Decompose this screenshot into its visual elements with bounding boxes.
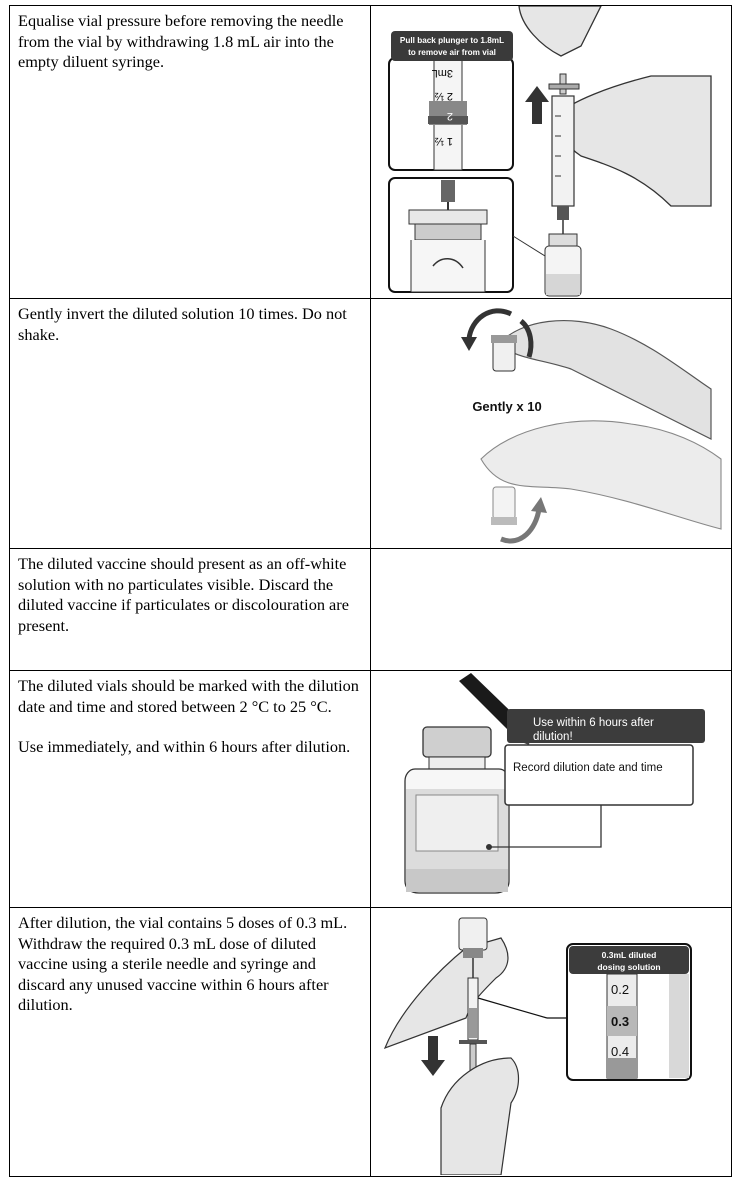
instruction-text: After dilution, the vial contains 5 doses of 0.3 mL. Withdraw the required 0.3 mL dose of diluted vaccine using a sterile needle and syringe and discard any unused vaccine within 6 hours after dilution.: [18, 913, 348, 1014]
table-row: [10, 549, 732, 671]
invert-vial-figure: [371, 299, 730, 547]
table-row: [10, 299, 732, 549]
scale-label: 0.4: [611, 1044, 630, 1059]
vial-icon: [545, 234, 581, 296]
callout-text: dilution!: [533, 731, 573, 743]
figure-cell: [371, 299, 732, 549]
banner-text: dosing solution: [597, 962, 661, 972]
record-text: Record dilution date and time: [513, 762, 663, 774]
scale-label: 1 ½: [434, 135, 453, 147]
rotate-arrow-icon: [469, 311, 511, 339]
vial-icon: [491, 487, 517, 525]
up-arrow-icon: [525, 86, 549, 124]
banner-text: Pull back plunger to 1.8mL: [399, 36, 505, 45]
scale-label: 2 ½: [434, 90, 453, 102]
record-dilution-figure: [371, 671, 730, 906]
vial-icon: [459, 918, 487, 958]
instruction-text: Equalise vial pressure before removing the needle from the vial by withdrawing 1.8 mL air into the empty diluent syringe.: [18, 11, 344, 71]
scale-label: 0.2: [611, 982, 630, 997]
hand-icon: [481, 421, 721, 529]
instruction-cell: [10, 671, 371, 908]
instruction-text: The diluted vaccine should present as an off-white solution with no particulates visible. Discard the diluted vaccine if particulates or discolouration are present.: [18, 554, 349, 635]
vial-icon: [405, 727, 509, 893]
scale-label: 2: [446, 110, 453, 122]
withdraw-dose-figure: [371, 908, 730, 1175]
vial-icon: [491, 335, 517, 371]
figure-cell: [371, 6, 732, 299]
figure-cell: [371, 908, 732, 1177]
scale-label: 3mL: [431, 67, 453, 79]
hand-icon: [441, 1058, 519, 1175]
syringe-icon: [549, 74, 579, 238]
hand-icon: [519, 6, 601, 56]
table-row: [10, 6, 732, 299]
instruction-cell: [10, 299, 371, 549]
table-row: [10, 908, 732, 1177]
instruction-table: [9, 5, 732, 1177]
hand-icon: [556, 76, 711, 206]
instruction-text: Use immediately, and within 6 hours after dilution.: [18, 737, 351, 756]
table-row: [10, 671, 732, 908]
gently-label: Gently x 10: [472, 399, 542, 414]
instruction-cell: [10, 6, 371, 299]
instruction-cell: [10, 549, 371, 671]
instruction-text: The diluted vials should be marked with the dilution date and time and stored between 2 °C to 25 °C.: [18, 676, 359, 716]
scale-label: 0.3: [611, 1014, 630, 1029]
figure-cell: [371, 549, 732, 671]
figure-cell: [371, 671, 732, 908]
down-arrow-icon: [421, 1036, 445, 1076]
callout-text: Use within 6 hours after: [533, 717, 654, 729]
record-box: [505, 745, 693, 805]
hand-icon: [385, 938, 508, 1048]
banner-text: 0.3mL diluted: [601, 950, 657, 960]
instruction-cell: [10, 908, 371, 1177]
instruction-text: Gently invert the diluted solution 10 times. Do not shake.: [18, 304, 347, 344]
equalise-pressure-figure: [371, 6, 730, 297]
banner-text: to remove air from vial: [408, 48, 496, 57]
